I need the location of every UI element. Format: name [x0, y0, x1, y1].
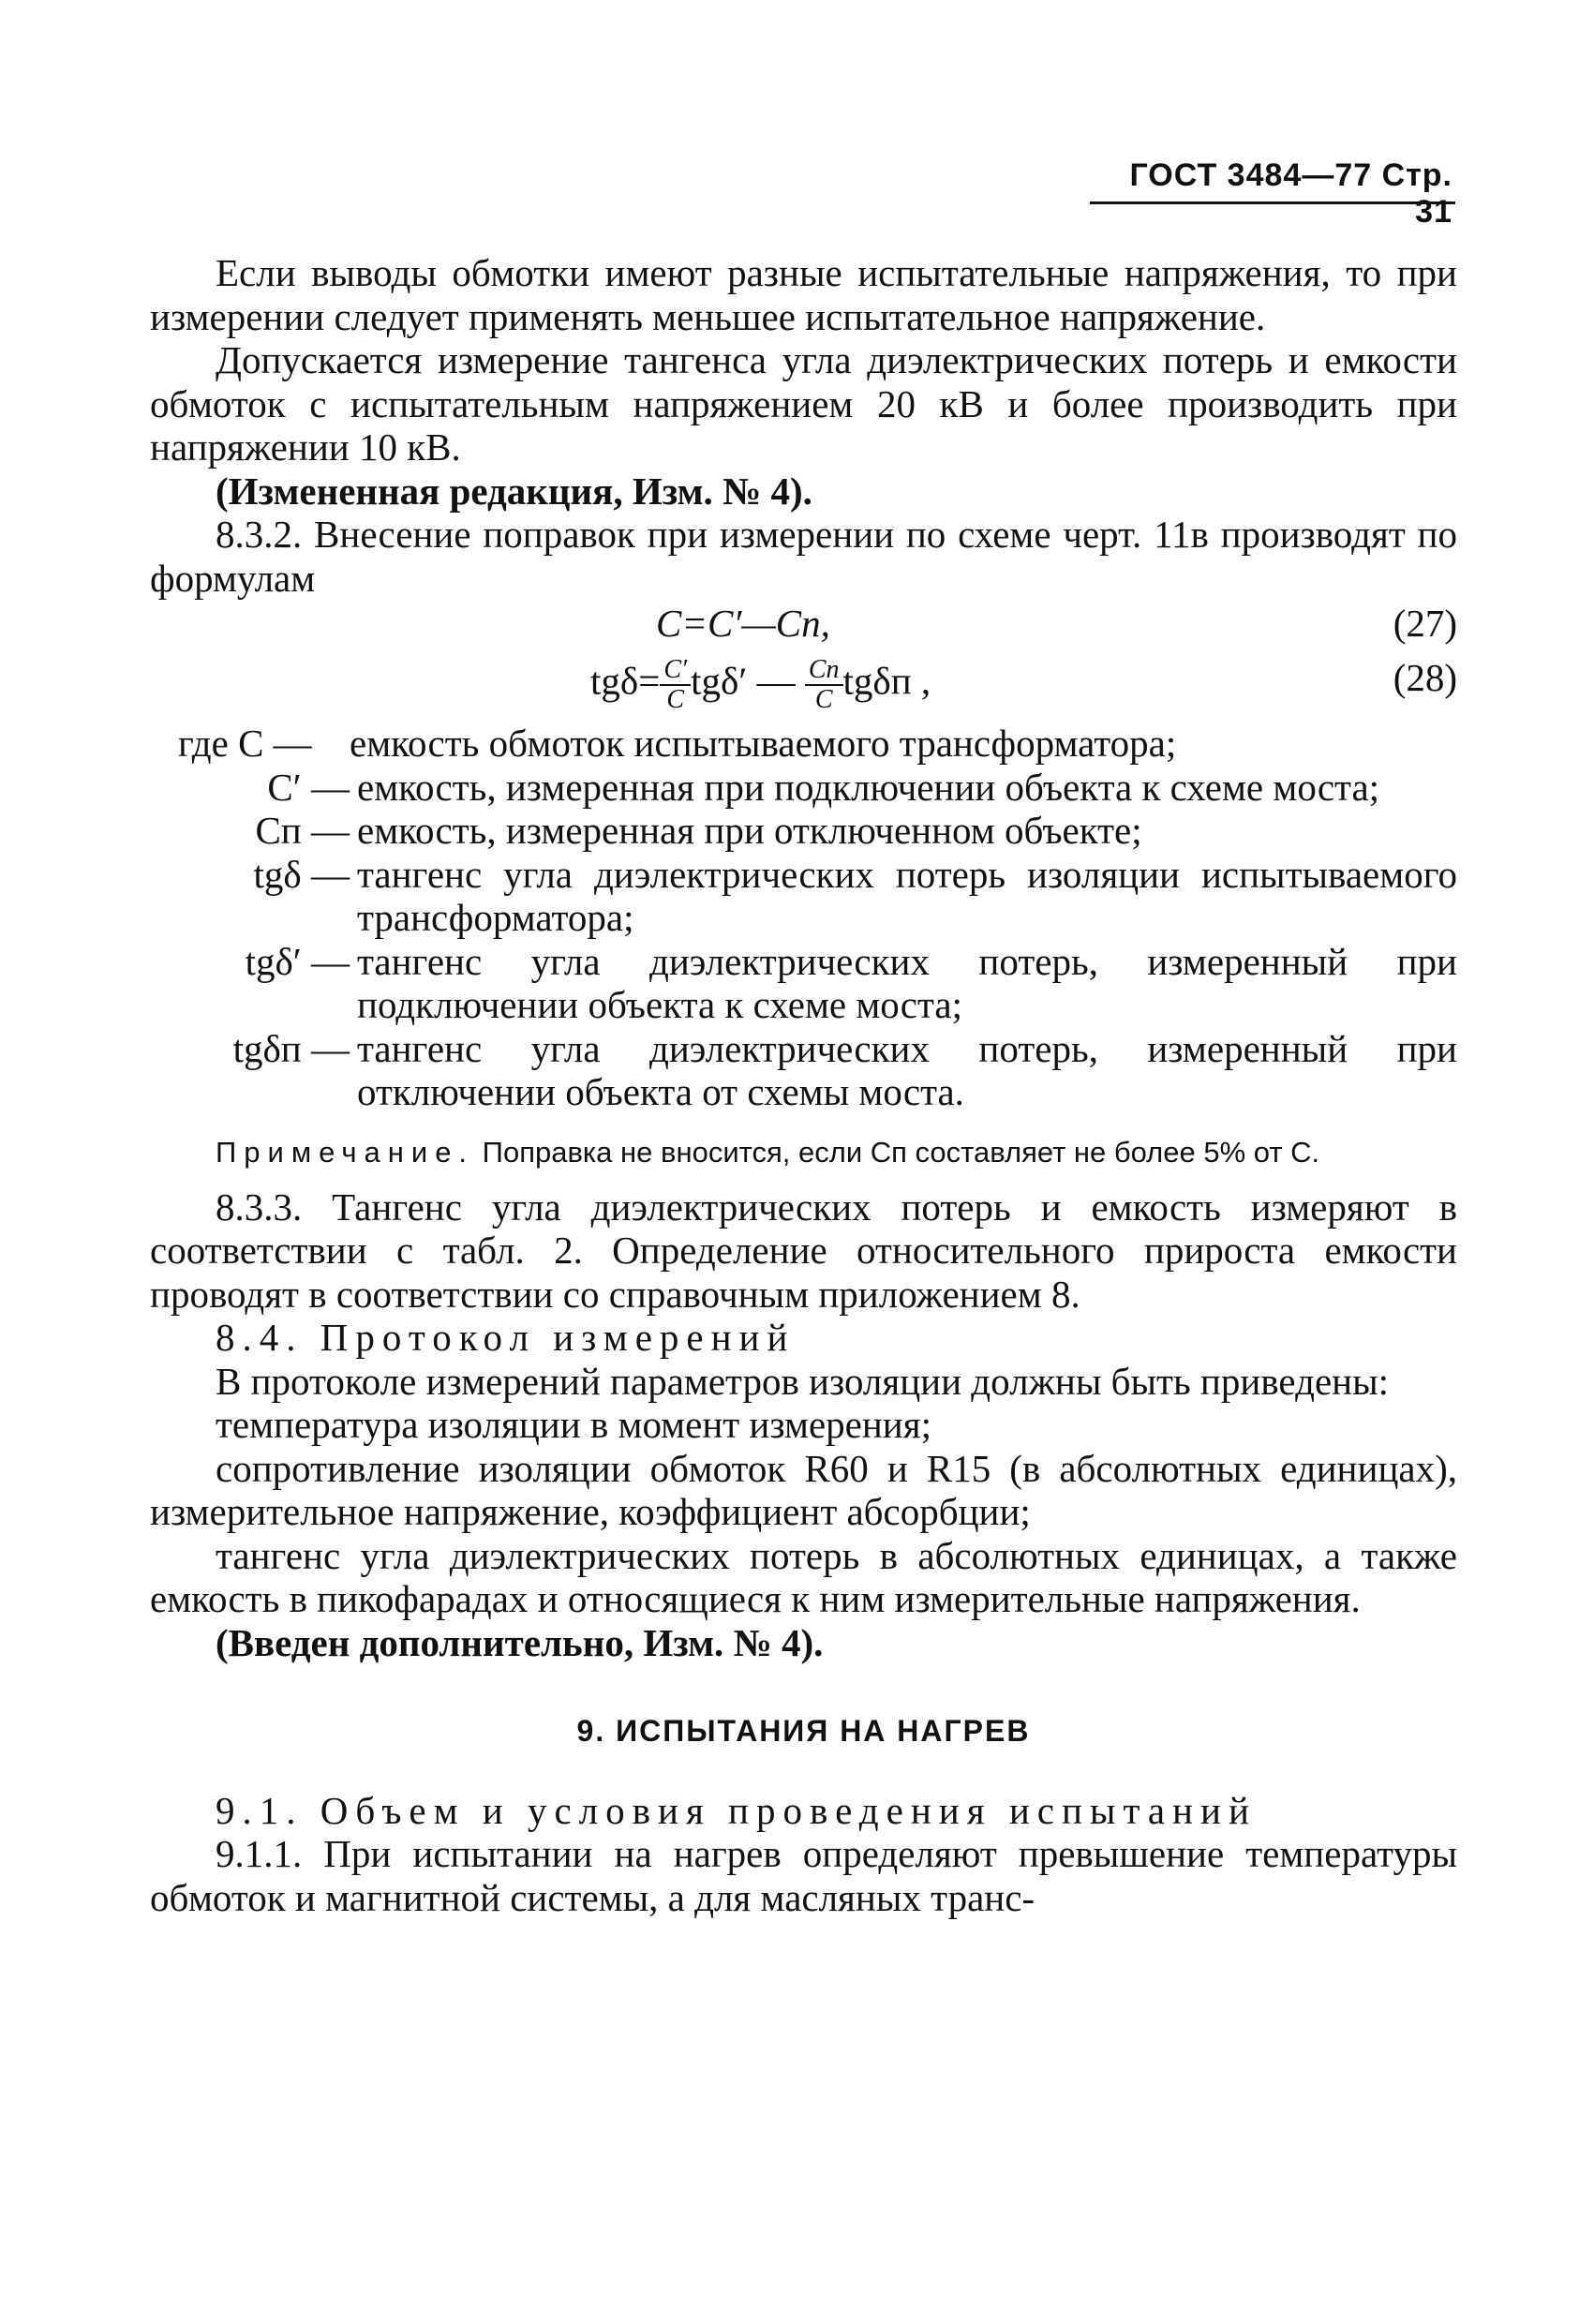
- definition-text: тангенс угла диэлектрических потерь, измеренный при отключении объекта от схемы моста.: [357, 1026, 1457, 1113]
- fraction-2: [805, 656, 843, 714]
- definition-text: емкость обмоток испытываемого трансформатора;: [350, 722, 1177, 765]
- paragraph: Допускается измерение тангенса угла диэлектрических потерь и емкости обмоток с испытательным напряжением 20 кВ и более производить при напряжении 10 кВ.: [150, 338, 1457, 469]
- equation-27-number: (27): [1393, 602, 1457, 645]
- definition-text: тангенс угла диэлектрических потерь, измеренный при подключении объекта к схеме моста;: [357, 939, 1457, 1026]
- paragraph-9-1-1: 9.1.1. При испытании на нагрев определяют превышение температуры обмоток и магнитной системы, а для масляных транс-: [150, 1832, 1457, 1919]
- definition-item: [150, 809, 1457, 853]
- fraction-1-denominator: C: [666, 685, 685, 714]
- fraction-2-numerator: Cп: [805, 656, 843, 686]
- definition-symbol: где C —: [178, 722, 312, 765]
- definition-symbol: tgδ —: [253, 852, 350, 896]
- fraction-1: [660, 656, 691, 714]
- list-item: тангенс угла диэлектрических потерь в абсолютных единицах, а также емкость в пикофарадах и относящиеся к ним измерительные напряжения.: [150, 1533, 1457, 1620]
- running-header: ГОСТ 3484—77 Стр. 31: [1129, 157, 1452, 230]
- list-item: сопротивление изоляции обмоток R60 и R15 (в абсолютных единицах), измерительное напряжение, коэффициент абсорбции;: [150, 1446, 1457, 1533]
- paragraph-8-3-2: 8.3.2. Внесение поправок при измерении по схеме черт. 11в производят по формулам: [150, 513, 1457, 600]
- note-text: Поправка не вносится, если Cп составляет не более 5% от C.: [482, 1135, 1320, 1169]
- definition-text: емкость, измеренная при подключении объекта к схеме моста;: [357, 765, 1380, 809]
- equation-27: [150, 602, 1457, 654]
- subsection-heading-9-1: 9.1. Объем и условия проведения испытаний: [216, 1788, 1257, 1832]
- definition-item: [150, 722, 1457, 766]
- equation-28-formula: [590, 656, 931, 714]
- subsection-heading-8-4: 8.4. Протокол измерений: [216, 1316, 796, 1359]
- equation-28-number: (28): [1393, 656, 1457, 699]
- definition-text: тангенс угла диэлектрических потерь изоляции испытываемого трансформатора;: [357, 852, 1457, 939]
- definition-item: [150, 1027, 1457, 1114]
- paragraph: В протоколе измерений параметров изоляции должны быть приведены:: [216, 1359, 1390, 1403]
- definitions-list: [150, 722, 1457, 1114]
- equation-28: [150, 656, 1457, 714]
- equation-28-tail: tgδп ,: [842, 659, 931, 703]
- equation-28-middle: tgδ′ —: [691, 659, 796, 703]
- definition-text: емкость, измеренная при отключенном объекте;: [357, 809, 1142, 852]
- definition-item: [150, 940, 1457, 1027]
- section-title: 9. ИСПЫТАНИЯ НА НАГРЕВ: [576, 1714, 1031, 1748]
- note: [150, 1133, 1457, 1172]
- equation-28-lhs: tgδ=: [590, 659, 661, 703]
- paragraph-8-3-3: 8.3.3. Тангенс угла диэлектрических потерь и емкость измеряют в соответствии с табл. 2. Определение относительного прироста емкости проводят в соответствии со справочным приложением 8.: [150, 1184, 1457, 1316]
- equation-27-formula: C=C′—Cп,: [656, 602, 830, 645]
- amendment-note: (Измененная редакция, Изм. № 4).: [216, 469, 812, 513]
- definition-symbol: Cп —: [255, 809, 350, 852]
- definition-symbol: tgδп —: [232, 1026, 350, 1070]
- definition-symbol: tgδ′ —: [245, 939, 350, 983]
- fraction-1-numerator: C′: [660, 656, 691, 686]
- note-label: Примечание.: [216, 1135, 475, 1169]
- document-body: [150, 251, 1457, 1919]
- definition-item: [150, 766, 1457, 810]
- fraction-2-denominator: C: [814, 685, 833, 714]
- list-item: температура изоляции в момент измерения;: [216, 1403, 931, 1446]
- paragraph: Если выводы обмотки имеют разные испытательные напряжения, то при измерении следует применять меньшее испытательное напряжение.: [150, 251, 1457, 338]
- definition-symbol: C′ —: [267, 765, 350, 809]
- definition-item: [150, 853, 1457, 940]
- amendment-note: (Введен дополнительно, Изм. № 4).: [216, 1620, 824, 1664]
- header-rule: [1090, 201, 1455, 204]
